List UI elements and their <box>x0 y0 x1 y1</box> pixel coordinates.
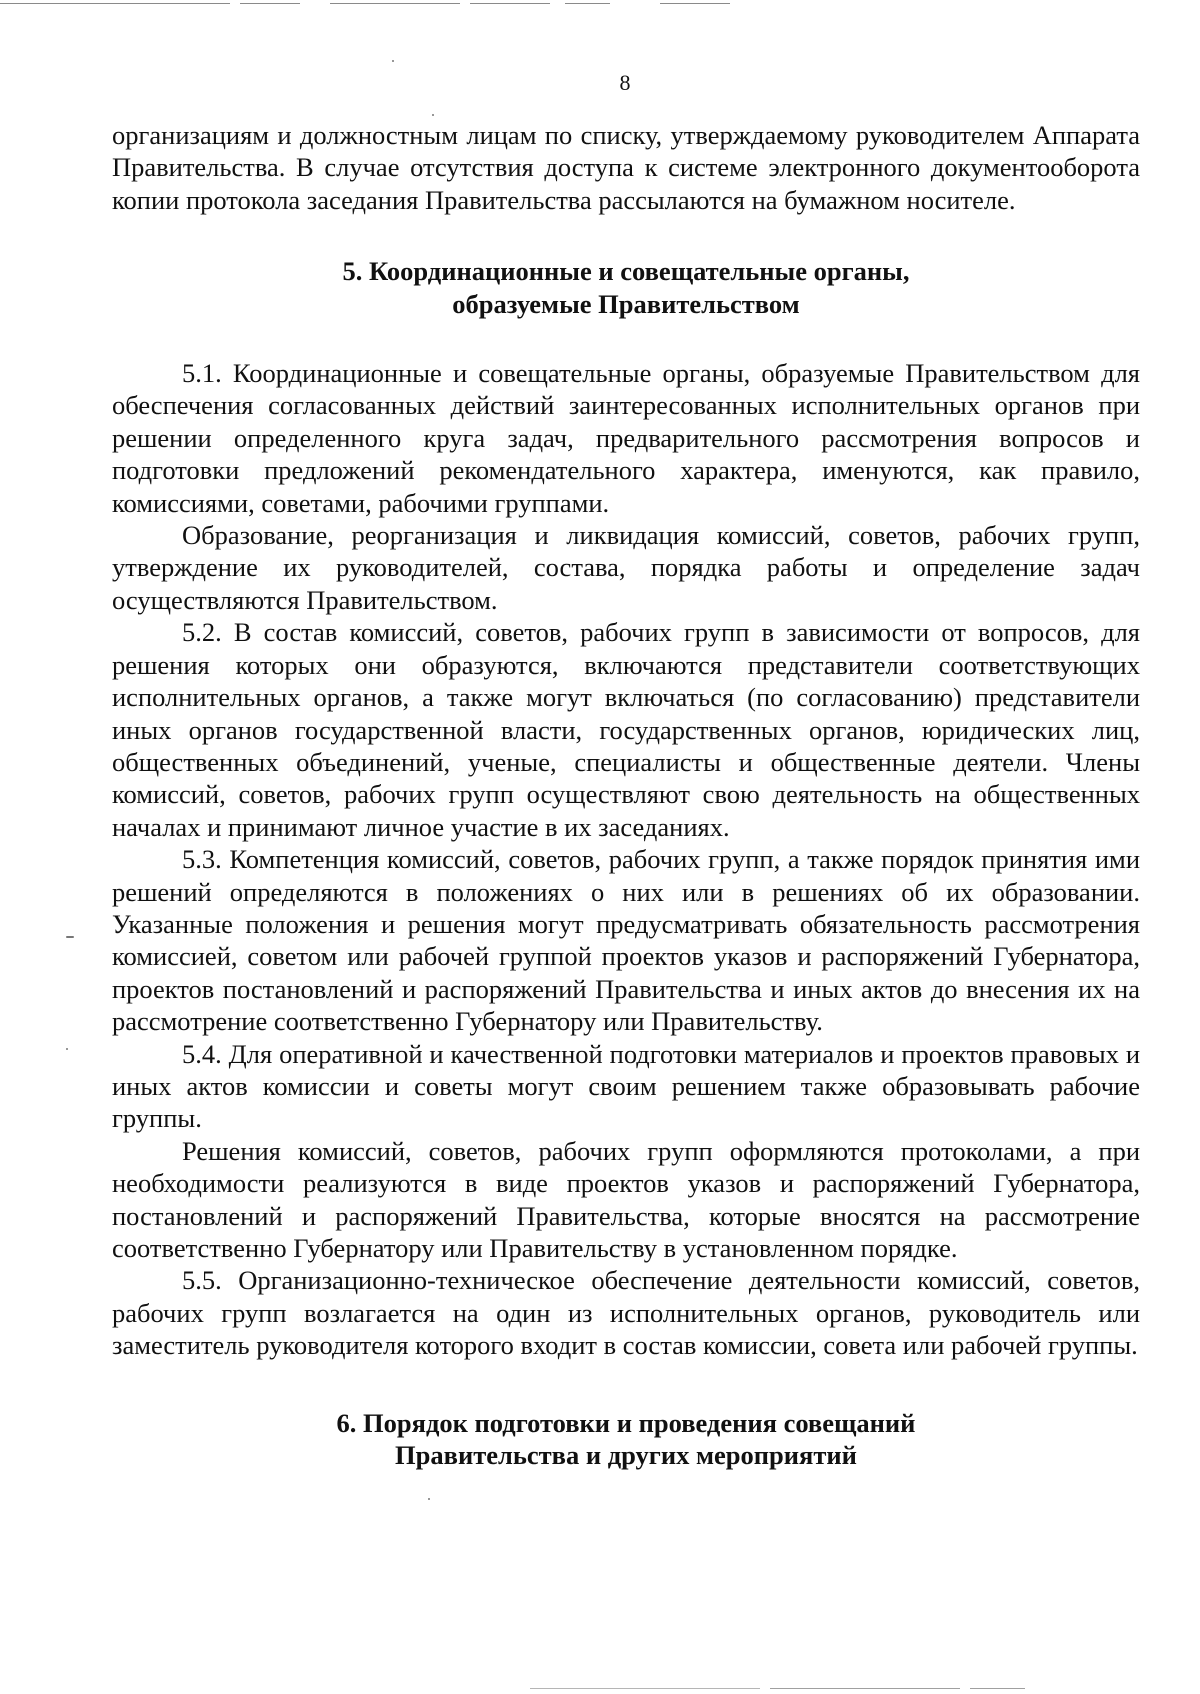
scan-edge-line <box>565 3 610 4</box>
scan-edge-line <box>530 1688 760 1689</box>
scan-edge-line <box>660 3 730 4</box>
page-number: 8 <box>619 70 631 95</box>
paragraph-5-2: 5.2. В состав комиссий, советов, рабочих групп в зависимости от вопросов, для решения которых они образуются, включаются представители соответствующих исполнительных органов, а также могут включаться (по согласованию) представители иных органов государственной власти, государственных органов, юридических лиц, общественных объединений, ученые, специалисты и общественные деятели. Члены комиссий, советов, рабочих групп осуществляют свою деятельность на общественных началах и принимают личное участие в их заседаниях. <box>112 617 1140 842</box>
paragraph-5-1-b: Образование, реорганизация и ликвидация комиссий, советов, рабочих групп, утверждение их руководителей, состава, порядка работы и определение задач осуществляются Правительством. <box>112 520 1140 615</box>
paragraph-5-4-b: Решения комиссий, советов, рабочих групп оформляются протоколами, а при необходимости реализуются в виде проектов указов и распоряжений Губернатора, постановлений и распоряжений Правительства, которые вносятся на рассмотрение соответственно Губернатору или Правительству в установленном порядке. <box>112 1135 1140 1263</box>
scan-edge-line <box>240 3 300 4</box>
scan-speck <box>66 1048 68 1050</box>
scan-edge-line <box>470 3 550 4</box>
paragraph-5-1: 5.1. Координационные и совещательные органы, образуемые Правительством для обеспечения согласованных действий заинтересованных исполнительных органов при решении определенного круга задач, предварительного рассмотрения вопросов и подготовки предложений рекомендательного характера, именуются, как правило, комиссиями, советами, рабочими группами. <box>112 358 1140 518</box>
scan-edge-line <box>0 3 230 4</box>
scan-speck <box>66 936 74 938</box>
section-6-heading-line2: Правительства и других мероприятий <box>395 1440 857 1471</box>
scan-speck <box>432 114 434 116</box>
scan-speck <box>428 1498 430 1500</box>
section-5-heading <box>112 216 1140 357</box>
paragraph-5-3: 5.3. Компетенция комиссий, советов, рабочих групп, а также порядок принятия ими решений определяются в положениях о них или в решениях об их образовании. Указанные положения и решения могут предусматривать обязательность рассмотрения комиссией, советом или рабочей группой проектов указов и распоряжений Губернатора, проектов постановлений и распоряжений Правительства и иных актов до внесения их на рассмотрение соответственно Губернатору или Правительству. <box>112 844 1140 1037</box>
section-6-heading <box>112 1362 1140 1472</box>
paragraph-5-4: 5.4. Для оперативной и качественной подготовки материалов и проектов правовых и иных актов комиссии и советы могут своим решением также образовывать рабочие группы. <box>112 1038 1140 1134</box>
document-body <box>112 119 1140 1471</box>
section-6-heading-line1: 6. Порядок подготовки и проведения совещаний <box>336 1407 916 1438</box>
scan-speck <box>392 60 394 62</box>
section-5-heading-line2: образуемые Правительством <box>452 288 800 319</box>
scan-edge-line <box>970 1688 1025 1689</box>
paragraph-5-5: 5.5. Организационно-техническое обеспечение деятельности комиссий, советов, рабочих групп возлагается на один из исполнительных органов, руководитель или заместитель руководителя которого входит в состав комиссии, совета или рабочей группы. <box>112 1265 1140 1361</box>
scan-edge-line <box>330 3 460 4</box>
section-5-heading-line1: 5. Координационные и совещательные органы, <box>342 256 910 287</box>
paragraph-intro: организациям и должностным лицам по списку, утверждаемому руководителем Аппарата Правительства. В случае отсутствия доступа к системе электронного документооборота копии протокола заседания Правительства рассылаются на бумажном носителе. <box>112 120 1140 215</box>
scan-edge-line <box>770 1688 960 1689</box>
